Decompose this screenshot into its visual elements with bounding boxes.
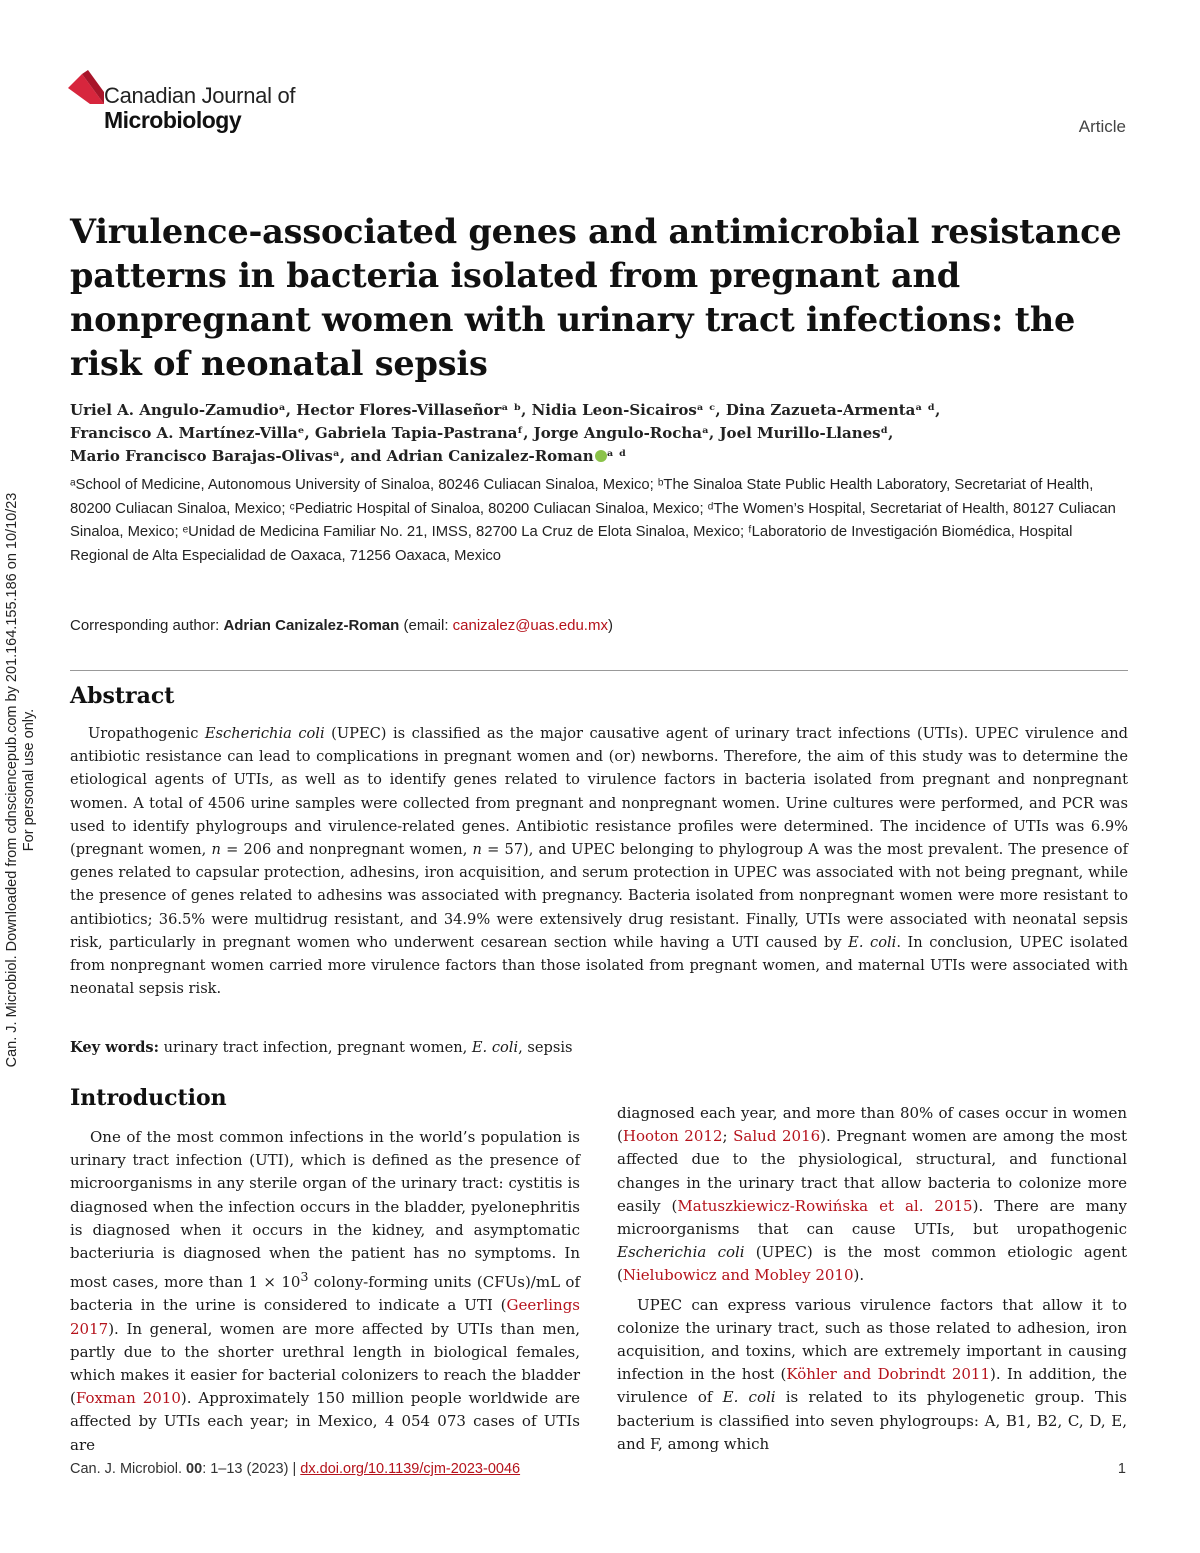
author-line-1: Uriel A. Angulo-Zamudioᵃ, Hector Flores-Villaseñorᵃ ᵇ, Nidia Leon-Sicairosᵃ ᶜ, Dina Zazueta-Armentaᵃ ᵈ, xyxy=(70,401,941,419)
citation-link[interactable]: Geerlings 2017 xyxy=(70,1296,580,1338)
abstract-heading: Abstract xyxy=(70,683,175,709)
author-line-3: Mario Francisco Barajas-Olivasᵃ, and Adrian Canizalez-Roman ᵃ ᵈ xyxy=(70,447,627,465)
corresponding-author-name: Adrian Canizalez-Roman xyxy=(223,617,400,634)
journal-name-line2: Microbiology xyxy=(104,107,242,133)
author-list xyxy=(70,399,1130,468)
citation-link[interactable]: Nielubowicz and Mobley 2010 xyxy=(622,1266,854,1285)
intro-paragraph-2: UPEC can express various virulence factors that allow it to colonize the urinary tract, such as those related to adhesion, iron acquisition, and toxins, which are extremely important in causing infection in the host (Köhler and Dobrindt 2011). In addition, the virulence of E. coli is related to its phylogenetic group. This bacterium is classified into seven phylogroups: A, B1, B2, C, D, E, and F, among which xyxy=(617,1295,1127,1453)
introduction-heading: Introduction xyxy=(70,1085,227,1111)
download-notice-line1: Can. J. Microbiol. Downloaded from cdnsciencepub.com by 201.164.155.186 on 10/10/23 xyxy=(4,492,20,1068)
citation-link[interactable]: Hooton 2012 xyxy=(622,1127,723,1146)
article-title: Virulence-associated genes and antimicrobial resistance patterns in bacteria isolated from pregnant and nonpregnant women with urinary tract infections: the risk of neonatal sepsis xyxy=(70,212,1122,383)
journal-logo-icon xyxy=(68,70,104,108)
keywords: Key words: urinary tract infection, pregnant women, E. coli, sepsis xyxy=(70,1039,573,1056)
intro-paragraph-1-continued: diagnosed each year, and more than 80% of cases occur in women (Hooton 2012; Salud 2016). Pregnant women are among the most affected due to the physiological, structural, and functional changes in the urinary tract that allow bacteria to colonize more easily (Matuszkiewicz-Rowińska et al. 2015). There are many microorganisms that can cause UTIs, but uropathogenic Escherichia coli (UPEC) is the most common etiologic agent (Nielubowicz and Mobley 2010). xyxy=(617,1104,1127,1285)
corresponding-email-link[interactable]: canizalez@uas.edu.mx xyxy=(452,617,608,634)
introduction-left-column xyxy=(70,1126,580,1457)
intro-paragraph-1: One of the most common infections in the world’s population is urinary tract infection (UTI), which is defined as the presence of microorganisms in any sterile organ of the urinary tract: cystitis is diagnosed when the infection occurs in the bladder, pyelonephritis is diagnosed when it occurs in the kidney, and asymptomatic bacteriuria is diagnosed when the patient has no symptoms. In most cases, more than $1 \times 10^3$ colony-forming units (CFUs)/mL of bacteria in the urine is considered to indicate a UTI (Geerlings 2017). In general, women are more affected by UTIs than men, partly due to the shorter urethral length in biological females, which makes it easier for bacterial colonizers to reach the bladder (Foxman 2010). Approximately 150 million people worldwide are affected by UTIs each year; in Mexico, 4 054 073 cases of UTIs are xyxy=(70,1128,580,1454)
corresponding-author: Corresponding author: Adrian Canizalez-Roman (email: canizalez@uas.edu.mx) xyxy=(70,617,613,634)
download-notice-line2: For personal use only. xyxy=(21,708,37,852)
section-divider xyxy=(70,670,1128,671)
introduction-right-column xyxy=(617,1102,1127,1456)
download-notice xyxy=(4,430,40,1130)
page-number: 1 xyxy=(1117,1461,1126,1477)
orcid-icon[interactable] xyxy=(595,450,607,462)
citation-link[interactable]: Foxman 2010 xyxy=(75,1389,181,1408)
citation-link[interactable]: Salud 2016 xyxy=(733,1127,821,1146)
citation-link[interactable]: Matuszkiewicz-Rowińska et al. 2015 xyxy=(677,1196,973,1215)
journal-name-line1: Canadian Journal of xyxy=(104,83,296,108)
article-type-label: Article xyxy=(1078,117,1126,136)
doi-link[interactable]: dx.doi.org/10.1139/cjm-2023-0046 xyxy=(300,1461,521,1477)
affiliations: ᵃSchool of Medicine, Autonomous University of Sinaloa, 80246 Culiacan Sinaloa, Mexico; ᵇThe Sinaloa State Public Health Laboratory, Secretariat of Health, 80200 Culiacan Sinaloa, Mexico; ᶜPediatric Hospital of Sinaloa, 80200 Culiacan Sinaloa, Mexico; ᵈThe Women’s Hospital, Secretariat of Health, 80127 Culiacan Sinaloa, Mexico; ᵉUnidad de Medicina Familiar No. 21, IMSS, 82700 La Cruz de Elota Sinaloa, Mexico; ᶠLaboratorio de Investigación Biomédica, Hospital Regional de Alta Especialidad de Oaxaca, 71256 Oaxaca, Mexico xyxy=(70,477,1116,564)
page-footer: Can. J. Microbiol. 00: 1–13 (2023) | dx.doi.org/10.1139/cjm-2023-0046 xyxy=(70,1461,521,1477)
author-line-2: Francisco A. Martínez-Villaᵉ, Gabriela Tapia-Pastranaᶠ, Jorge Angulo-Rochaᵃ, Joel Murillo-Llanesᵈ, xyxy=(70,424,894,442)
journal-name xyxy=(104,84,295,132)
citation-link[interactable]: Köhler and Dobrindt 2011 xyxy=(786,1365,991,1384)
abstract-text: Uropathogenic Escherichia coli (UPEC) is classified as the major causative agent of urinary tract infections (UTIs). UPEC virulence and antibiotic resistance can lead to complications in pregnant women and (or) newborns. Therefore, the aim of this study was to determine the etiological agents of UTIs, as well as to identify genes related to virulence factors in bacteria isolated from pregnant and nonpregnant women. A total of 4506 urine samples were collected from pregnant and nonpregnant women. Urine cultures were performed, and PCR was used to identify phylogroups and virulence-related genes. Antibiotic resistance profiles were determined. The incidence of UTIs was 6.9% (pregnant women, n = 206 and nonpregnant women, n = 57), and UPEC belonging to phylogroup A was the most prevalent. The presence of genes related to capsular protection, adhesins, iron acquisition, and serum protection in UPEC was associated with not being pregnant, while the presence of genes related to adhesins was associated with pregnancy. Bacteria isolated from nonpregnant women were more resistant to antibiotics; 36.5% were multidrug resistant, and 34.9% were extensively drug resistant. Finally, UTIs were associated with neonatal sepsis risk, particularly in pregnant women who underwent cesarean section while having a UTI caused by E. coli. In conclusion, UPEC isolated from nonpregnant women carried more virulence factors than those isolated from pregnant women, and maternal UTIs were associated with neonatal sepsis risk. xyxy=(70,725,1129,998)
